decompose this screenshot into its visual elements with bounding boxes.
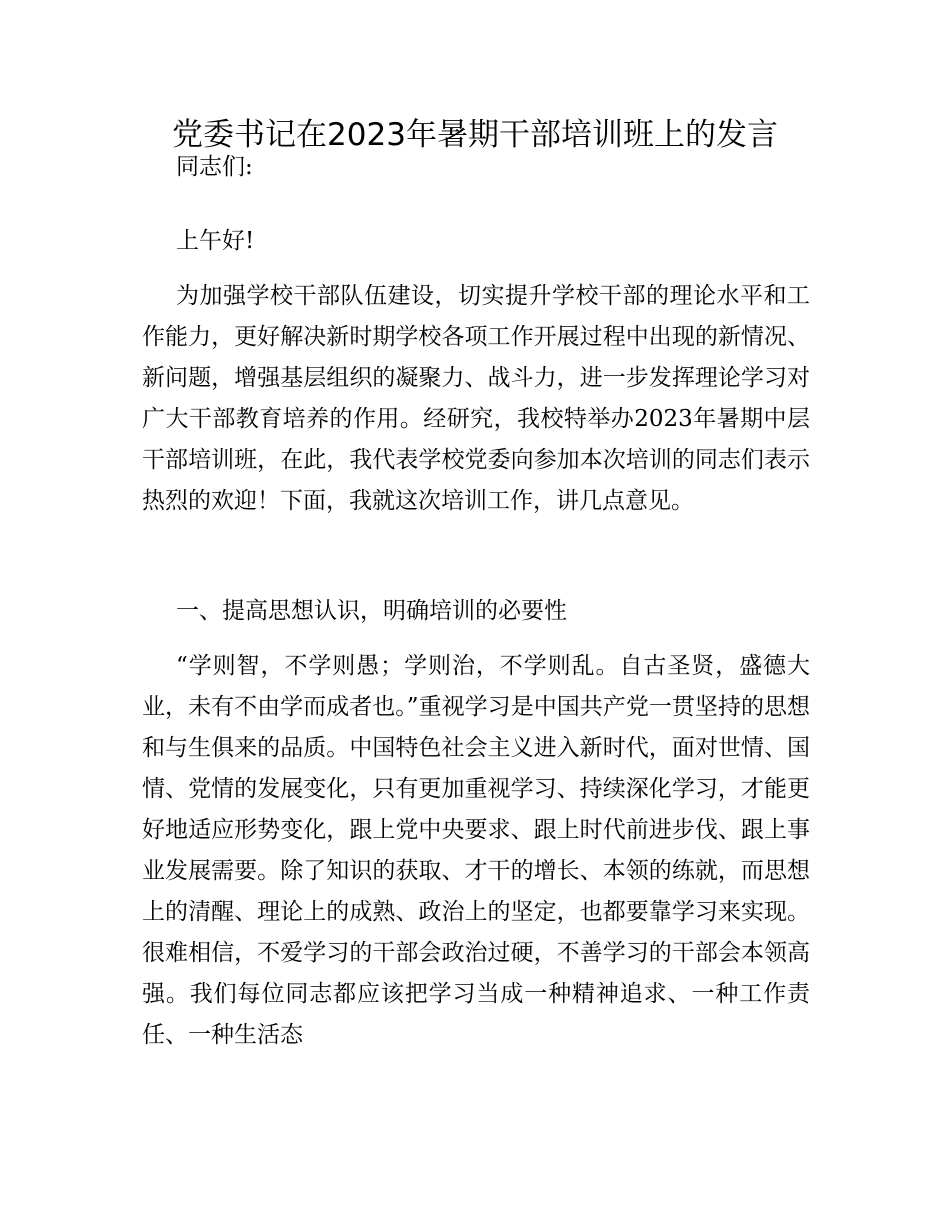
- greeting-salutation: 同志们:: [176, 154, 253, 180]
- greeting-good-morning: 上午好!: [176, 228, 255, 254]
- intro-paragraph: 为加强学校干部队伍建设，切实提升学校干部的理论水平和工作能力，更好解决新时期学校各项工作开展过程中出现的新情况、新问题，增强基层组织的凝聚力、战斗力，进一步发挥理论学习对广大干部教育培养的作用。经研究，我校特举办2023年暑期中层干部培训班，在此，我代表学校党委向参加本次培训的同志们表示热烈的欢迎！下面，我就这次培训工作，讲几点意见。: [142, 283, 810, 514]
- document-title: 党委书记在2023年暑期干部培训班上的发言: [172, 117, 778, 153]
- section-1-paragraph: “学则智，不学则愚；学则治，不学则乱。自古圣贤，盛德大业，未有不由学而成者也。”重视学习是中国共产党一贯坚持的思想和与生俱来的品质。中国特色社会主义进入新时代，面对世情、国情、党情的发展变化，只有更加重视学习、持续深化学习，才能更好地适应形势变化，跟上党中央要求、跟上时代前进步伐、跟上事业发展需要。除了知识的获取、才干的增长、本领的练就，而思想上的清醒、理论上的成熟、政治上的坚定，也都要靠学习来实现。很难相信，不爱学习的干部会政治过硬，不善学习的干部会本领高强。我们每位同志都应该把学习当成一种精神追求、一种工作责任、一种生活态: [142, 653, 810, 1048]
- section-heading-1: 一、提高思想认识，明确培训的必要性: [176, 598, 567, 624]
